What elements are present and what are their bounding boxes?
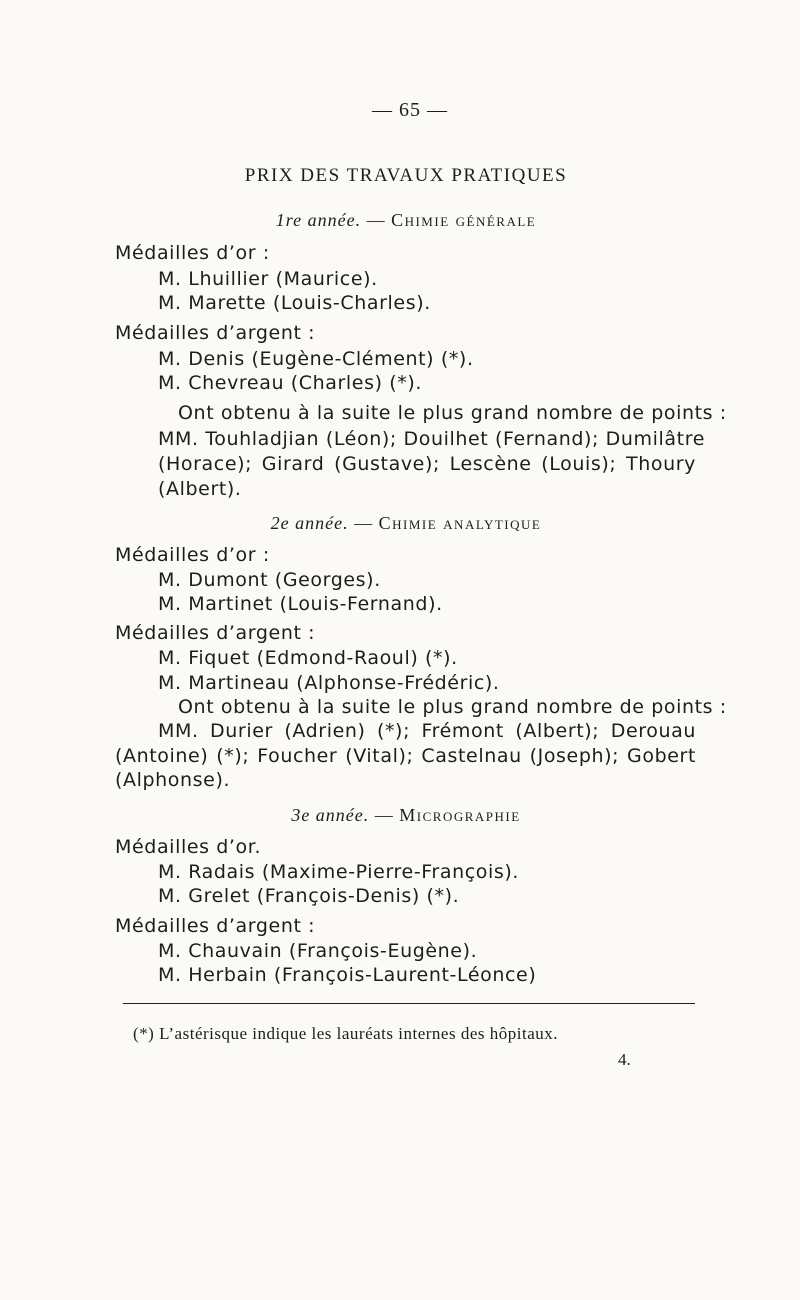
footnote: (*) L’astérisque indique les lauréats internes des hôpitaux. [133,1024,558,1043]
section-heading-3 [0,805,800,826]
section-dash: — [369,805,400,825]
section-heading-2 [0,513,800,534]
section-dash: — [361,210,392,230]
silver-medalist: M. Martineau (Alphonse-Frédéric). [158,672,500,694]
silver-medals-heading: Médailles d’argent : [115,915,316,937]
footnote-rule [123,1003,695,1004]
section-subject: Chimie générale [391,210,537,230]
section-subject: Chimie analytique [378,513,542,533]
silver-medalist: M. Chauvain (François-Eugène). [158,940,478,962]
section-year: 3e année. [291,805,370,825]
section-heading-1 [0,210,800,231]
gold-medalist: M. Dumont (Georges). [158,569,381,591]
silver-medalist: M. Chevreau (Charles) (*). [158,372,422,394]
silver-medalist: M. Herbain (François-Laurent-Léonce) [158,964,537,986]
section-year: 2e année. [270,513,349,533]
ranking-intro: Ont obtenu à la suite le plus grand nombre de points : [178,402,727,424]
gold-medals-heading: Médailles d’or. [115,836,262,858]
ranking-intro: Ont obtenu à la suite le plus grand nombre de points : [178,696,727,718]
section-dash: — [348,513,379,533]
ranking-line: MM. Durier (Adrien) (*); Frémont (Albert); Derouau [158,720,696,742]
ranking-line: (Horace); Girard (Gustave); Lescène (Louis); Thoury [158,453,696,475]
ranking-line: (Albert). [158,478,242,500]
gold-medalist: M. Marette (Louis-Charles). [158,292,431,314]
section-subject: Micrographie [399,805,521,825]
gold-medals-heading: Médailles d’or : [115,242,270,264]
section-year: 1re année. [275,210,362,230]
silver-medals-heading: Médailles d’argent : [115,622,316,644]
silver-medals-heading: Médailles d’argent : [115,322,316,344]
gold-medalist: M. Martinet (Louis-Fernand). [158,593,443,615]
silver-medalist: M. Fiquet (Edmond-Raoul) (*). [158,647,458,669]
gold-medalist: M. Radais (Maxime-Pierre-François). [158,861,520,883]
ranking-line: (Antoine) (*); Foucher (Vital); Castelnau (Joseph); Gobert [115,745,696,767]
ranking-line: MM. Touhladjian (Léon); Douilhet (Fernand); Dumilâtre [158,428,705,450]
ranking-line: (Alphonse). [115,769,231,791]
gold-medals-heading: Médailles d’or : [115,544,270,566]
page-number: — 65 — [372,99,448,121]
gold-medalist: M. Lhuillier (Maurice). [158,268,378,290]
gold-medalist: M. Grelet (François-Denis) (*). [158,885,460,907]
signature-mark: 4. [618,1050,631,1069]
page-title: PRIX DES TRAVAUX PRATIQUES [244,165,568,186]
silver-medalist: M. Denis (Eugène-Clément) (*). [158,348,474,370]
